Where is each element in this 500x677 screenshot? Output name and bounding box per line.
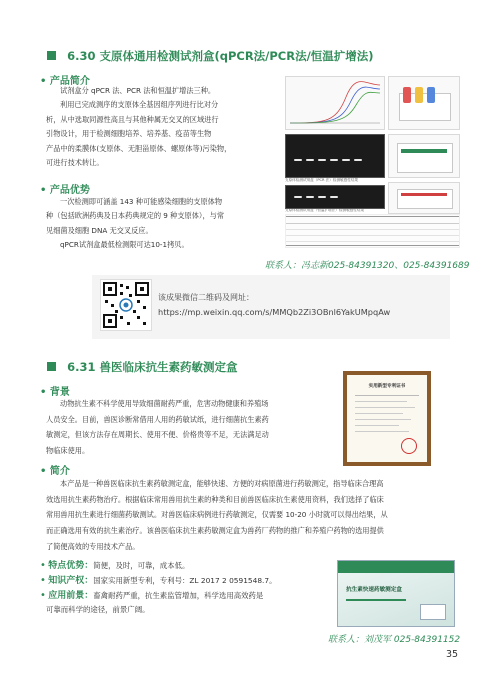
dot-icon: • bbox=[40, 590, 46, 601]
intro-631-text: 本产品是一种兽医临床抗生素药敏测定盒，能够快速、方便的对病原菌进行药敏测定，指导临床合理高 效选用抗生素药物治疗。根据临床常用兽用抗生素的种类和目前兽医临床抗生素使用资料，我们选择了临床 常用兽用抗生素进行细菌药敏测试。对兽医临床病例进行药敏测定，仅需要 10-20 小时就可以得出结果，从 而正确选用有效的抗生素治疗。该兽医临床抗生素药敏测定盒为兽药厂药物的推广和养殖户药物的选用提供 了简便高效的专用技术产品。 bbox=[46, 479, 388, 551]
section-630-heading bbox=[47, 45, 374, 64]
gel-caption-2: 支原体检测试剂盒（恒温扩增法）检测敏感性结果 bbox=[285, 208, 365, 212]
background-text: 动物抗生素不科学使用导致细菌耐药严重，危害动物健康和养殖场 人员安全。目前，兽医诊断常借用人用的药敏试纸，进行细菌抗生素药 敏测定，但该方法存在周期长、使用不便、价格贵等不足，无法满足动 物临床使用。 bbox=[46, 399, 269, 455]
ip-line: • 知识产权：国家实用新型专利，专利号：ZL 2017 2 0591548.7。 bbox=[40, 575, 277, 586]
square-bullet-icon bbox=[47, 51, 56, 60]
section-title: 6.31 兽医临床抗生素药敏测定盒 bbox=[67, 360, 238, 374]
dot-icon: • bbox=[40, 575, 46, 586]
section-title: 6.30 支原体通用检测试剂盒(qPCR法/PCR法/恒温扩增法) bbox=[67, 49, 374, 63]
gel-caption-1: 支原体检测试剂盒（PCR 法）检测敏感性结果 bbox=[285, 178, 359, 182]
isothermal-gel-image bbox=[285, 185, 385, 209]
qr-caption: 该成果微信二维码及网址： bbox=[158, 293, 254, 302]
application-line: • 应用前景：畜禽耐药严重，抗生素监管增加，科学选用高效药是 bbox=[40, 590, 264, 601]
intro-text: 试剂盒分 qPCR 法、PCR 法和恒温扩增法三种。 利用已完成测序的支原体全基因组序列进行比对分 析，从中选取同源性高且与其他种属无交叉的区域进行 引物设计，用于检测细胞培养、培养基、疫苗等生物 产品中的柔膜体(支原体、无胆甾原体、螺原体等)污染物， 可进行技术转让。 bbox=[46, 86, 232, 168]
intro-631-heading: • 简介 bbox=[40, 466, 70, 477]
dot-icon: • bbox=[40, 387, 47, 398]
background-heading: • 背景 bbox=[40, 387, 70, 398]
pcr-gel-image bbox=[285, 134, 385, 178]
sensitivity-table bbox=[285, 214, 460, 248]
intro-heading: • 产品简介 bbox=[40, 76, 90, 87]
qr-url-link[interactable]: https://mp.weixin.qq.com/s/MMQb2Zi3OBnl6YakUMpqAw bbox=[158, 307, 391, 317]
qr-code-icon[interactable] bbox=[100, 279, 152, 331]
dot-icon: • bbox=[40, 76, 47, 87]
square-bullet-icon bbox=[47, 362, 56, 371]
contact-631: 联系人：刘茂军 025-84391152 bbox=[328, 635, 461, 645]
dot-icon: • bbox=[40, 466, 47, 477]
qpcr-amplification-curve-figure bbox=[285, 76, 385, 130]
page-number: 35 bbox=[446, 649, 459, 660]
dot-icon: • bbox=[40, 560, 46, 571]
kit-box-image: 抗生素快速药敏测定盒 bbox=[337, 560, 455, 627]
amplification-curve-icon bbox=[286, 77, 384, 129]
section-631-heading bbox=[47, 356, 237, 375]
advantage-heading: • 产品优势 bbox=[40, 185, 90, 196]
dot-icon: • bbox=[40, 185, 47, 196]
contact-630: 联系人：冯志新025-84391320、025-84391689 bbox=[265, 261, 470, 271]
patent-certificate-image: 实用新型专利证书 bbox=[343, 371, 431, 466]
application-line-2: 可靠而科学的途径，前景广阔。 bbox=[46, 605, 150, 614]
advantage-text: 一次检测即可涵盖 143 种可能感染细胞的支原体物 种（包括欧洲药典及日本药典规定的 9 种支原体），与常 见细菌及细胞 DNA 无交叉反应。 qPCR试剂盒最低检测限可达10-1拷贝。 bbox=[46, 197, 225, 250]
qpcr-kit-photo bbox=[388, 76, 460, 130]
red-seal-icon bbox=[401, 438, 417, 454]
feature-line: • 特点优势：简便，及时，可靠，成本低。 bbox=[40, 560, 190, 571]
pcr-kit-photo bbox=[388, 134, 460, 178]
isothermal-kit-photo bbox=[388, 182, 460, 214]
